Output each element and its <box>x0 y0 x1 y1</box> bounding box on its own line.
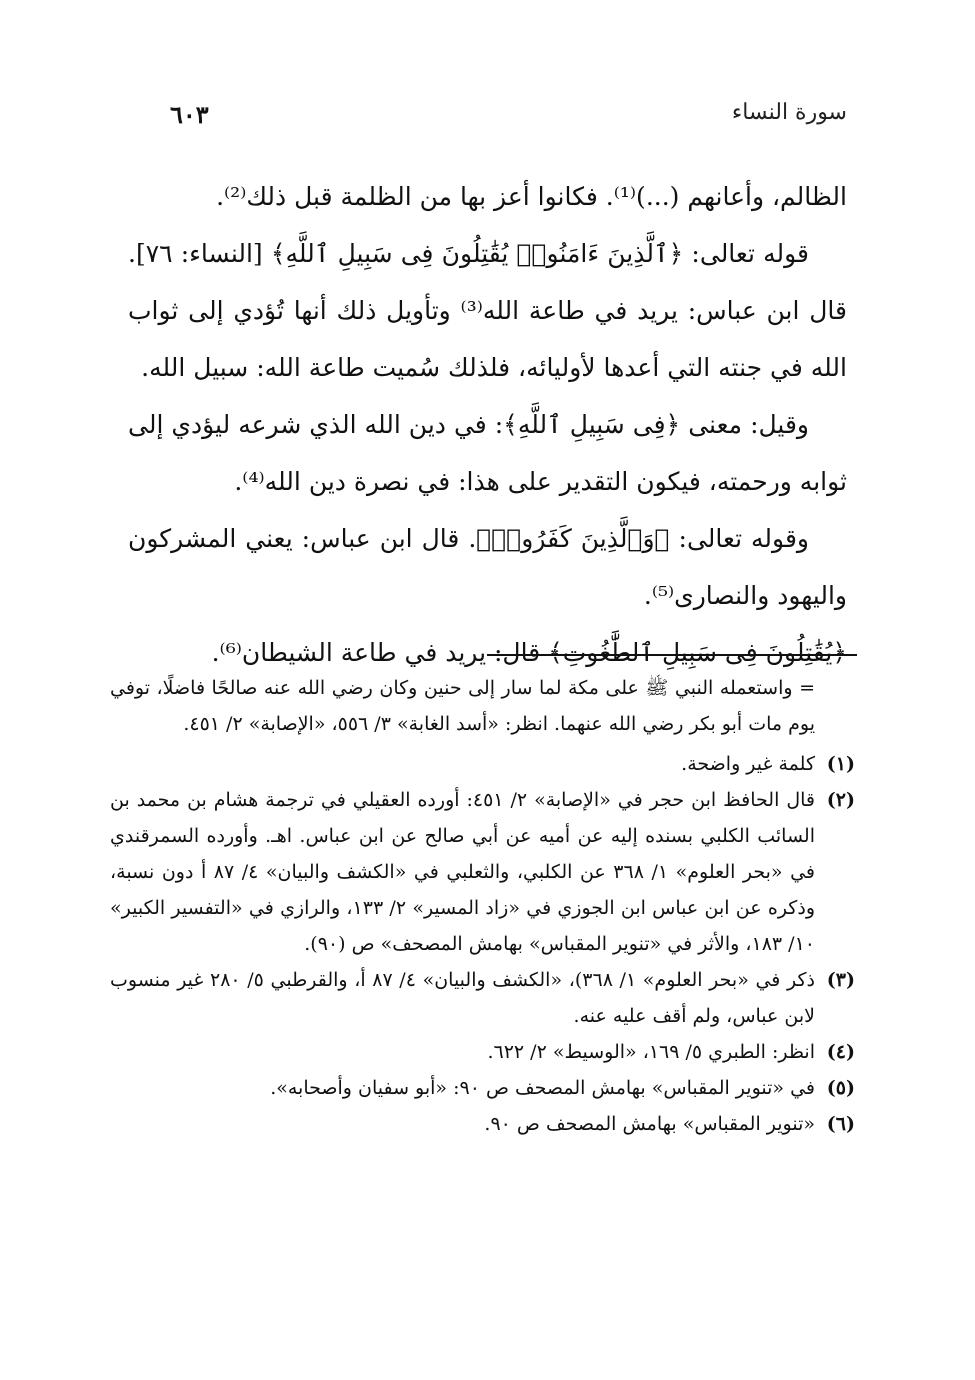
paragraph: الظالم، وأعانهم (...)⁽¹⁾. فكانوا أعز بها من الظلمة قبل ذلك⁽²⁾. <box>216 182 847 211</box>
page-number: ٦٠٣ <box>170 100 209 129</box>
footnotes <box>110 670 855 1142</box>
footnote <box>110 1034 855 1070</box>
footnote-text: «تنوير المقباس» بهامش المصحف ص ٩٠. <box>484 1113 815 1135</box>
footnote <box>110 962 855 1034</box>
footnote-continuation: = واستعمله النبي ﷺ على مكة لما سار إلى حنين وكان رضي الله عنه صالحًا فاضلًا، توفي يوم مات أبو بكر رضي الله عنهما. انظر: «أسد الغابة» ٣/ ٥٥٦، «الإصابة» ٢/ ٤٥١. <box>110 677 815 735</box>
footnote-text: قال الحافظ ابن حجر في «الإصابة» ٢/ ٤٥١: أورده العقيلي في ترجمة هشام بن محمد بن السائب الكلبي بسنده إليه عن أميه عن أبي صالح عن ابن عباس. اهـ. وأورده السمرقندي في «بحر العلوم» ١/ ٣٦٨ عن الكلبي، والثعلبي في «الكشف والبيان» ٤/ ٨٧ أ دون نسبة، وذكره عن ابن عباس ابن الجوزي في «زاد المسير» ٢/ ١٣٣، والرازي في «التفسير الكبير» ١٠/ ١٨٣، والأثر في «تنوير المقباس» بهامش المصحف» ص (٩٠). <box>110 789 816 955</box>
footnote-divider <box>487 654 857 656</box>
main-text <box>128 168 847 681</box>
paragraph: وقوله تعالى: ﴿وَٱلَّذِينَ كَفَرُوا۟﴾. قال ابن عباس: يعني المشركون واليهود والنصارى⁽⁵⁾. <box>128 524 847 610</box>
footnote-number: (٢) <box>826 789 855 811</box>
footnote-number: (١) <box>826 753 855 775</box>
paragraph: وقيل: معنى ﴿فِى سَبِيلِ ٱللَّهِ﴾: في دين الله الذي شرعه ليؤدي إلى ثوابه ورحمته، فيكون التقدير على هذا: في نصرة دين الله⁽⁴⁾. <box>128 410 847 496</box>
paragraph: ﴿يُقَٰتِلُونَ فِى سَبِيلِ ٱلطَّٰغُوتِ﴾ قال: يريد في طاعة الشيطان⁽⁶⁾. <box>211 638 847 667</box>
footnote-text: انظر: الطبري ٥/ ١٦٩، «الوسيط» ٢/ ٦٢٢. <box>487 1041 815 1063</box>
footnote-text: في «تنوير المقباس» بهامش المصحف ص ٩٠: «أبو سفيان وأصحابه». <box>270 1077 815 1099</box>
footnote-number: (٣) <box>826 969 855 991</box>
footnote <box>110 782 855 962</box>
surah-title: سورة النساء <box>731 100 847 125</box>
page-header <box>170 100 847 136</box>
footnote-text: ذكر في «بحر العلوم» ١/ ٣٦٨)، «الكشف والبيان» ٤/ ٨٧ أ، والقرطبي ٥/ ٢٨٠ غير منسوب لابن عباس، ولم أقف عليه عنه. <box>110 969 816 1027</box>
footnote-number: (٦) <box>826 1113 855 1135</box>
footnote <box>110 746 855 782</box>
footnote-text: كلمة غير واضحة. <box>681 753 815 775</box>
footnote-number: (٤) <box>826 1041 855 1063</box>
footnote-number: (٥) <box>826 1077 855 1099</box>
footnote <box>110 1106 855 1142</box>
footnote <box>110 1070 855 1106</box>
paragraph: قوله تعالى: ﴿ٱلَّذِينَ ءَامَنُوا۟ يُقَٰتِلُونَ فِى سَبِيلِ ٱللَّهِ﴾ [النساء: ٧٦]. قال ابن عباس: يريد في طاعة الله⁽³⁾ وتأويل ذلك أنها تُؤدي إلى ثواب الله في جنته التي أعدها لأوليائه، فلذلك سُميت طاعة الله: سبيل الله. <box>128 239 847 382</box>
